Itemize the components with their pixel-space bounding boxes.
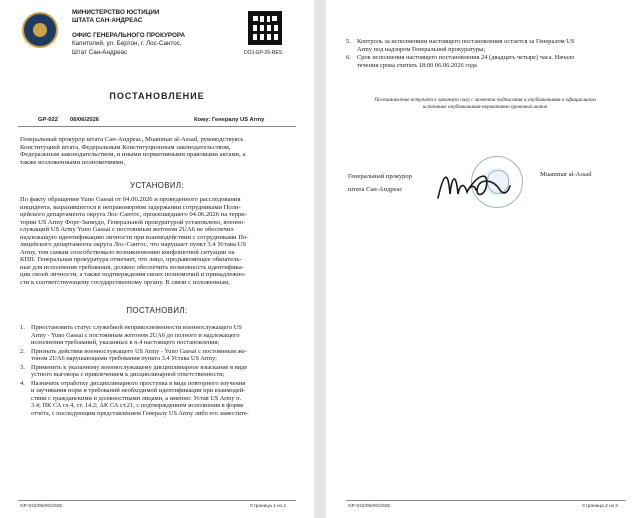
footer-page-number: Страница 1 из 2	[250, 504, 286, 509]
list-item-number: 4.	[20, 379, 25, 387]
ministry-line-1: МИНИСТЕРСТВО ЮСТИЦИИ	[72, 9, 160, 16]
address-line-2: Штат Сан-Андреас	[72, 48, 128, 56]
document-number: GP-022	[38, 117, 58, 123]
established-line: цейского департамента округа Лос-Сантос, произошедшего 04.06.2026 на терри-	[20, 211, 247, 219]
ministry-line-2: ШТАТА САН-АНДРЕАС	[72, 17, 143, 25]
list-item-line: устного выговора с привлечением к дисциплинарной ответственности;	[31, 371, 225, 378]
intro-paragraph	[20, 136, 296, 166]
signature-icon	[434, 164, 512, 210]
note-line: Постановление вступает в законную силу с момента подписания и опубликования в официальном	[374, 97, 596, 103]
intro-line: Генеральный прокурор штата Сан-Андреас, Muammar al-Assad, руководствуясь	[20, 136, 244, 143]
ordered-list	[20, 324, 296, 418]
office-name: ОФИС ГЕНЕРАЛЬНОГО ПРОКУРОРА	[72, 31, 186, 39]
list-item-line: Назначить отработку дисциплинарного проступка в виде повторного изучения	[31, 379, 246, 387]
footer-divider	[346, 500, 626, 501]
established-line: ные для исполнения требования, должно обеспечить возможность идентифика-	[20, 263, 244, 271]
list-item-line: отчёта, с последующим представлением Генералу US Army либо его заместите-	[31, 409, 249, 417]
established-line: По факту обращения Yuno Gassai от 04.06.2026 и проведенного расследования	[20, 196, 241, 203]
list-item-line: 3.4; ПК СА гл.4, ст. 14.2; АК СА ст.21, с подтверждением исполнения в форме	[31, 402, 244, 409]
list-item-line: Срок исполнения настоящего постановления 24 (двадцать четыре) часа. Начало	[357, 54, 575, 61]
list-item-line: Army - Yuno Gassai с постоянным жетоном 2UA6 до полного и надлежащего	[31, 331, 240, 339]
established-line: служащий US Army Yuno Gassai с постоянным жетоном 2UA6 не обеспечил	[20, 226, 234, 234]
qr-code-icon	[248, 11, 282, 45]
signer-title-line-1: Генеральный прокурор	[348, 173, 412, 180]
document-page-2	[326, 0, 640, 518]
list-item	[346, 54, 626, 69]
qr-caption: DOJ-GP-26-RES	[244, 50, 283, 56]
header-divider	[18, 126, 296, 127]
document-title: ПОСТАНОВЛЕНИЕ	[109, 91, 205, 101]
list-item	[20, 380, 296, 418]
effective-note	[340, 97, 630, 110]
established-paragraph	[20, 196, 296, 287]
established-line: КПП. Генеральная прокуратура отмечает, что лицо, предъявляющее обязатель-	[20, 256, 242, 264]
footer-doc-id: GP-022/06/06/2026	[20, 504, 62, 509]
letterhead	[72, 9, 242, 57]
list-item-line: Приостановить статус служебной неприкосновенности военнослужащего US	[31, 324, 242, 331]
signer-title-line-2: штата Сан-Андреас	[348, 186, 403, 193]
intro-line: Конституцией штата, Федеральным Конституционным законодательством,	[20, 143, 231, 151]
list-item-line: тоном 2UA6 нарушающими требования пункта 3.4 Устава US Army;	[31, 355, 217, 362]
list-item-number: 2.	[20, 347, 25, 355]
list-item-line: Признать действия военнослужащего US Army - Yuno Gassai с постоянным же-	[31, 347, 247, 355]
list-item	[20, 348, 296, 363]
established-line: инцидента, выразившегося в неправомерном задержании сотрудниками Поли-	[20, 203, 241, 211]
list-item-line: и заучивания норм и требований необходимой идентификации при взаимодей-	[31, 387, 246, 394]
list-item-line: Army под надзором Генеральной прокуратуры;	[357, 45, 486, 53]
intro-line: также возложенными полномочиями,	[20, 158, 126, 166]
page-separator	[314, 0, 326, 518]
list-item	[20, 324, 296, 347]
signer-name: Muammar al-Assad	[540, 171, 592, 178]
signer-title	[348, 170, 412, 196]
established-line: лицейского департамента округа Лос-Сантос, что нарушает пункт 3.4 Устава US	[20, 241, 246, 249]
footer-page-number: Страница 2 из 2	[582, 504, 618, 509]
continued-list	[346, 38, 626, 70]
addressee: Кому: Генералу US Army	[194, 117, 265, 123]
established-line: Army, тем самым способствовало возникновению конфликтной ситуации на	[20, 248, 235, 256]
list-item-line: ствии с гражданскими и должностными лицами, а именно: Устав US Army п.	[31, 394, 242, 402]
list-item-line: исполнения требований, указанных в п.4 настоящего постановления;	[31, 339, 220, 346]
footer-doc-id: GP-022/06/06/2026	[348, 504, 390, 509]
list-item-line: течения срока считать 18:00 06.06.2026 года	[357, 61, 477, 69]
established-line: надлежащую идентификацию личности при взаимодействии с сотрудниками По-	[20, 233, 249, 241]
established-line: ции своей личности, а также подтверждения своих полномочий и принадлежно-	[20, 271, 246, 279]
list-item-number: 5.	[346, 38, 351, 45]
address-line-1: Капитолий, ул. Бертон, г. Лос-Сантос,	[72, 40, 182, 48]
footer-divider	[18, 500, 296, 501]
document-date: 06/06/2026	[70, 117, 100, 123]
list-item	[20, 364, 296, 379]
note-line: источнике опубликования нормативно правовых актов	[422, 103, 548, 110]
section-heading-established: УСТАНОВИЛ:	[130, 181, 184, 190]
list-item-number: 6.	[346, 54, 351, 61]
section-heading-ordered: ПОСТАНОВИЛ:	[126, 306, 188, 315]
established-line: тории US Army Форт-Занкудо, Генеральной прокуратурой установлено, военно-	[20, 218, 246, 226]
intro-line: Федеральным законодательством, и иными нормативными правовыми актами, а	[20, 151, 246, 159]
list-item-number: 1.	[20, 324, 25, 331]
list-item	[346, 38, 626, 53]
list-item-line: Контроль за исполнением настоящего постановления остается за Генералом US	[357, 38, 575, 45]
established-line: сти к соответствующему государственному органу. В связи с изложенным,	[20, 279, 230, 287]
list-item-line: Применить к указанному военнослужащему дисциплинарное взыскание в виде	[31, 363, 248, 371]
list-item-number: 3.	[20, 363, 25, 371]
doj-seal-icon	[22, 12, 58, 48]
document-page-1	[0, 0, 314, 518]
